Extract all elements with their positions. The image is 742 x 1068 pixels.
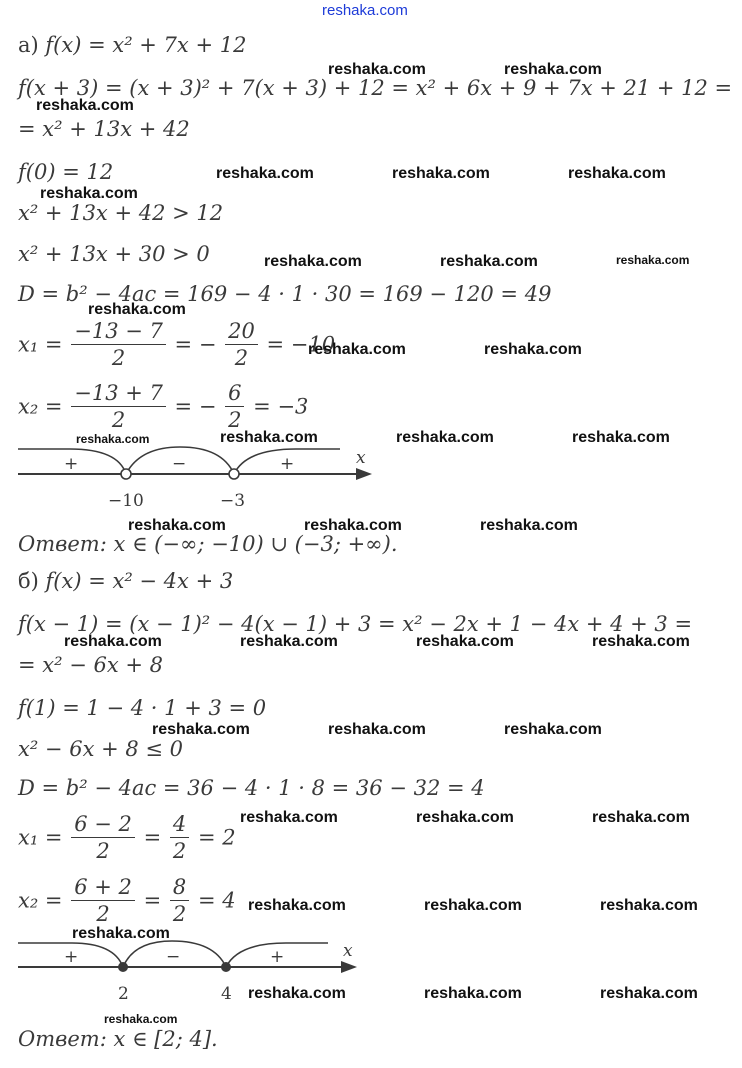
part-a-answer-text: Ответ: x ∈ (−∞; −10) ∪ (−3; +∞). [18, 532, 398, 556]
watermark: reshaka.com [248, 985, 346, 1002]
part-a-discriminant: D = b² − 4ac = 169 − 4 · 1 · 30 = 169 − 120 = 49 [18, 282, 552, 306]
part-b-inequality: x² − 6x + 8 ≤ 0 [18, 737, 184, 761]
part-b-root-x1 [18, 811, 236, 864]
part-a-func: f(x) = x² + 7x + 12 [45, 33, 247, 57]
axis-b-point-1 [118, 962, 128, 972]
axis-a-sign-1: + [64, 454, 79, 474]
watermark: reshaka.com [592, 809, 690, 826]
watermark: reshaka.com [264, 253, 362, 270]
b-x2-denominator: 2 [71, 900, 135, 927]
watermark: reshaka.com [240, 633, 338, 650]
x1-result: = −10 [266, 332, 336, 357]
part-b-shift-line2: = x² − 6x + 8 [18, 653, 163, 677]
watermark: reshaka.com [76, 432, 150, 446]
watermark: reshaka.com [600, 897, 698, 914]
watermark: reshaka.com [392, 165, 490, 182]
x2-denominator: 2 [71, 406, 166, 433]
axis-a-x-label: x [356, 448, 366, 468]
watermark: reshaka.com [416, 809, 514, 826]
watermark: reshaka.com [328, 721, 426, 738]
b-x1-denominator: 2 [71, 837, 135, 864]
b-x1-fraction [71, 811, 135, 864]
watermark: reshaka.com [396, 429, 494, 446]
axis-a-sign-2: − [172, 454, 187, 474]
axis-b-sign-3: + [270, 947, 285, 967]
part-a-inequality-2: x² + 13x + 30 > 0 [18, 242, 210, 266]
watermark: reshaka.com [328, 61, 426, 78]
part-b-shift-line1: f(x − 1) = (x − 1)² − 4(x − 1) + 3 = x² − 2x + 1 − 4x + 4 + 3 = [18, 612, 693, 636]
b-x1-result: = 2 [197, 825, 236, 850]
part-b-answer [18, 1027, 218, 1051]
part-b-label: б) [18, 569, 39, 593]
part-b-f1: f(1) = 1 − 4 · 1 + 3 = 0 [18, 696, 267, 720]
watermark: reshaka.com [104, 1012, 178, 1026]
x1-mid: = − [174, 332, 217, 357]
watermark: reshaka.com [424, 897, 522, 914]
axis-a-point-1 [121, 469, 131, 479]
watermark: reshaka.com [600, 985, 698, 1002]
axis-b-point-2-label: 4 [221, 984, 232, 1004]
watermark: reshaka.com [304, 517, 402, 534]
x1-numerator-2: 20 [228, 319, 255, 343]
axis-b-arrow [341, 961, 357, 973]
part-a-shift-line2: = x² + 13x + 42 [18, 117, 190, 141]
watermark: reshaka.com [424, 985, 522, 1002]
axis-a-sign-3: + [280, 454, 295, 474]
part-a-f0: f(0) = 12 [18, 160, 114, 184]
watermark: reshaka.com [616, 253, 690, 267]
watermark: reshaka.com [572, 429, 670, 446]
axis-b-point-2 [221, 962, 231, 972]
part-a-inequality-1: x² + 13x + 42 > 12 [18, 201, 224, 225]
x2-mid: = − [174, 394, 217, 419]
axis-a-point-1-label: −10 [108, 491, 144, 511]
watermark-top[interactable]: reshaka.com [322, 2, 408, 19]
watermark: reshaka.com [480, 517, 578, 534]
b-x1-mid: = [143, 825, 162, 850]
x2-lhs: x₂ = [18, 394, 63, 419]
part-b-func: f(x) = x² − 4x + 3 [45, 569, 234, 593]
watermark: reshaka.com [568, 165, 666, 182]
axis-b-sign-2: − [166, 947, 181, 967]
x1-denominator: 2 [71, 344, 166, 371]
b-x2-lhs: x₂ = [18, 888, 63, 913]
watermark: reshaka.com [36, 97, 134, 114]
part-a-label: а) [18, 33, 39, 57]
x1-lhs: x₁ = [18, 332, 63, 357]
part-a-shift-line1: f(x + 3) = (x + 3)² + 7(x + 3) + 12 = x² + 6x + 9 + 7x + 21 + 12 = [18, 76, 733, 100]
b-x1-lhs: x₁ = [18, 825, 63, 850]
axis-b-point-1-label: 2 [118, 984, 129, 1004]
watermark: reshaka.com [64, 633, 162, 650]
b-x1-denominator-2: 2 [170, 837, 189, 864]
part-a-answer [18, 532, 398, 556]
b-x2-numerator: 6 + 2 [74, 875, 132, 899]
watermark: reshaka.com [220, 429, 318, 446]
x2-result: = −3 [253, 394, 309, 419]
b-x1-numerator-2: 4 [172, 812, 187, 836]
b-x2-numerator-2: 8 [172, 875, 187, 899]
b-x2-result: = 4 [197, 888, 236, 913]
watermark: reshaka.com [152, 721, 250, 738]
watermark: reshaka.com [40, 185, 138, 202]
x2-numerator-2: 6 [228, 381, 242, 405]
axis-a-point-2-label: −3 [220, 491, 246, 511]
watermark: reshaka.com [592, 633, 690, 650]
number-line-a [18, 447, 372, 511]
b-x2-denominator-2: 2 [170, 900, 189, 927]
part-b-discriminant: D = b² − 4ac = 36 − 4 · 1 · 8 = 36 − 32 = 4 [18, 776, 485, 800]
watermark: reshaka.com [504, 61, 602, 78]
watermark: reshaka.com [416, 633, 514, 650]
watermark: reshaka.com [308, 341, 406, 358]
axis-a-arrow [356, 468, 372, 480]
b-x2-fraction-2 [170, 874, 189, 927]
part-b-function [18, 569, 233, 593]
b-x1-fraction-2 [170, 811, 189, 864]
watermark: reshaka.com [504, 721, 602, 738]
axis-a-point-2 [229, 469, 239, 479]
part-b-answer-text: Ответ: x ∈ [2; 4]. [18, 1027, 218, 1051]
watermark: reshaka.com [128, 517, 226, 534]
watermark: reshaka.com [248, 897, 346, 914]
watermark: reshaka.com [440, 253, 538, 270]
b-x2-mid: = [143, 888, 162, 913]
axis-b-x-label: x [343, 941, 353, 961]
x1-denominator-2: 2 [225, 344, 258, 371]
watermark: reshaka.com [216, 165, 314, 182]
x2-denominator-2: 2 [225, 406, 244, 433]
part-b-root-x2 [18, 874, 236, 927]
x2-numerator: −13 + 7 [74, 381, 163, 405]
axis-b-sign-1: + [64, 947, 79, 967]
b-x1-numerator: 6 − 2 [74, 812, 132, 836]
watermark: reshaka.com [240, 809, 338, 826]
b-x2-fraction [71, 874, 135, 927]
watermark: reshaka.com [484, 341, 582, 358]
x1-numerator: −13 − 7 [74, 319, 163, 343]
watermark: reshaka.com [72, 925, 170, 942]
watermark: reshaka.com [88, 301, 186, 318]
